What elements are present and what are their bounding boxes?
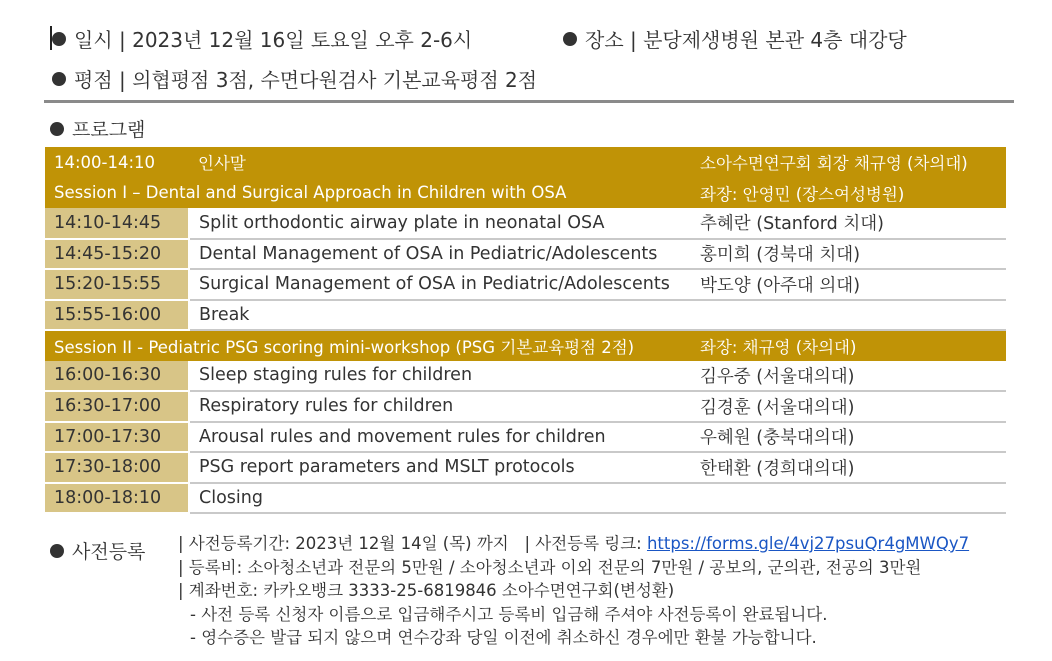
- opening-title: 인사말: [189, 147, 700, 178]
- row-time: 16:30-17:00: [45, 391, 189, 422]
- row-speaker: 홍미희 (경북대 치대): [700, 239, 1006, 270]
- table-row: [45, 239, 1006, 270]
- row-time: 17:00-17:30: [45, 422, 189, 453]
- registration-note: - 사전 등록 신청자 이름으로 입금해주시고 등록비 입금해 주셔야 사전등록이 완료됩니다.: [190, 604, 828, 624]
- table-row: [45, 208, 1006, 239]
- program-heading: [50, 115, 145, 142]
- table-row: [45, 300, 1006, 331]
- event-credits: [52, 64, 537, 93]
- opening-time: 14:00-14:10: [45, 147, 189, 178]
- table-row: [45, 483, 1006, 514]
- table-row: [45, 391, 1006, 422]
- table-row: [45, 452, 1006, 483]
- session1-chair: 좌장: 안영민 (장스여성병원): [700, 178, 1006, 209]
- divider: [44, 100, 1014, 103]
- registration-link-label: | 사전등록 링크:: [524, 534, 642, 553]
- opening-row: [45, 147, 1006, 178]
- row-topic: Break: [189, 300, 700, 331]
- session2-header: [45, 330, 1006, 361]
- row-topic: Closing: [189, 483, 700, 514]
- event-date-text: 일시 | 2023년 12월 16일 토요일 오후 2-6시: [74, 28, 473, 52]
- row-topic: Arousal rules and movement rules for children: [189, 422, 700, 453]
- event-credits-text: 평점 | 의협평점 3점, 수면다원검사 기본교육평점 2점: [74, 68, 538, 92]
- registration-fee: | 등록비: 소아청소년과 전문의 5만원 / 소아청소년과 이외 전문의 7만원 / 공보의, 군의관, 전공의 3만원: [178, 557, 922, 577]
- opening-speaker: 소아수면연구회 회장 채규영 (차의대): [700, 147, 1006, 178]
- row-speaker: 우혜원 (충북대의대): [700, 422, 1006, 453]
- bullet-icon: [563, 32, 577, 46]
- program-title: 프로그램: [72, 119, 146, 141]
- event-date: [52, 24, 472, 53]
- row-topic: Sleep staging rules for children: [189, 361, 700, 392]
- row-topic: Respiratory rules for children: [189, 391, 700, 422]
- row-topic: Surgical Management of OSA in Pediatric/Adolescents: [189, 269, 700, 300]
- bullet-icon: [52, 72, 66, 86]
- registration-note: - 영수증은 발급 되지 않으며 연수강좌 당일 이전에 취소하신 경우에만 환불 가능합니다.: [190, 628, 817, 647]
- bullet-icon: [50, 122, 64, 136]
- row-time: 15:55-16:00: [45, 300, 189, 331]
- row-time: 14:10-14:45: [45, 208, 189, 239]
- event-venue-text: 장소 | 분당제생병원 본관 4층 대강당: [585, 28, 907, 52]
- registration-title: 사전등록: [72, 541, 146, 563]
- row-time: 14:45-15:20: [45, 239, 189, 270]
- session2-chair: 좌장: 채규영 (차의대): [700, 330, 1006, 361]
- event-venue: [563, 24, 907, 53]
- registration-details: [178, 532, 969, 650]
- row-time: 15:20-15:55: [45, 269, 189, 300]
- session1-title: Session I – Dental and Surgical Approach in Children with OSA: [45, 178, 700, 209]
- row-topic: Split orthodontic airway plate in neonatal OSA: [189, 208, 700, 239]
- bullet-icon: [50, 544, 64, 558]
- row-speaker: [700, 300, 1006, 331]
- row-speaker: 김우중 (서울대의대): [700, 361, 1006, 392]
- session1-header: [45, 178, 1006, 209]
- registration-period: | 사전등록기간: 2023년 12월 14일 (목) 까지: [178, 534, 509, 553]
- row-time: 18:00-18:10: [45, 483, 189, 514]
- row-time: 17:30-18:00: [45, 452, 189, 483]
- row-speaker: 김경훈 (서울대의대): [700, 391, 1006, 422]
- registration-heading: [50, 537, 145, 564]
- program-table: [45, 147, 1006, 514]
- row-speaker: 한태환 (경희대의대): [700, 452, 1006, 483]
- registration-link[interactable]: https://forms.gle/4vj27psuQr4gMWQy7: [646, 534, 970, 553]
- table-row: [45, 422, 1006, 453]
- row-topic: PSG report parameters and MSLT protocols: [189, 452, 700, 483]
- table-row: [45, 269, 1006, 300]
- row-speaker: 박도양 (아주대 의대): [700, 269, 1006, 300]
- row-topic: Dental Management of OSA in Pediatric/Adolescents: [189, 239, 700, 270]
- row-speaker: 추혜란 (Stanford 치대): [700, 208, 1006, 239]
- bullet-icon: [52, 32, 66, 46]
- registration-period-line: [178, 532, 969, 556]
- registration-account: | 계좌번호: 카카오뱅크 3333-25-6819846 소아수면연구회(변성환): [178, 581, 675, 600]
- row-speaker: [700, 483, 1006, 514]
- table-row: [45, 361, 1006, 392]
- row-time: 16:00-16:30: [45, 361, 189, 392]
- session2-title: Session II - Pediatric PSG scoring mini-workshop (PSG 기본교육평점 2점): [45, 330, 700, 361]
